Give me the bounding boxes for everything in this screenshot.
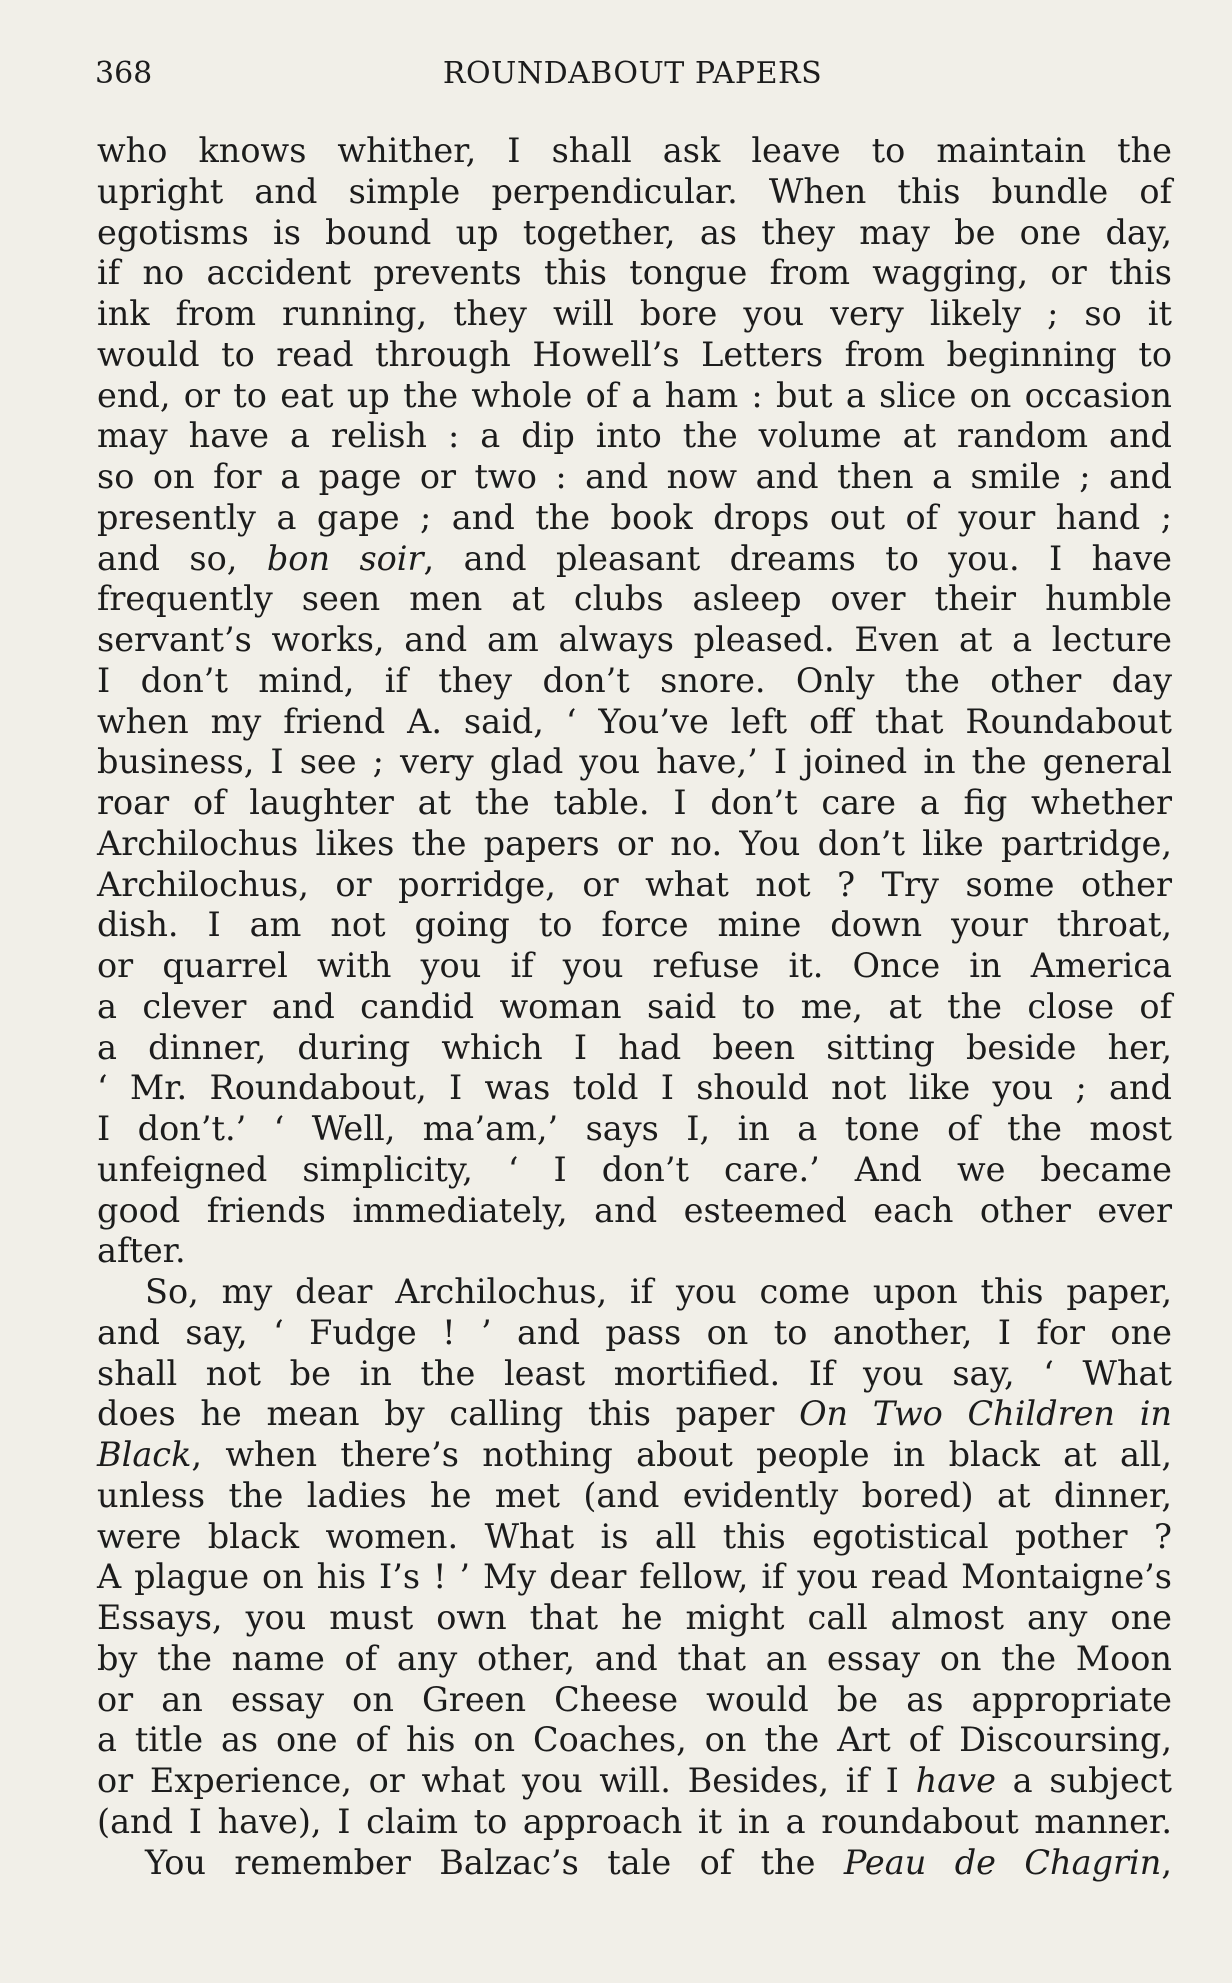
text-run: ,: [1161, 1842, 1172, 1882]
italic-phrase: have: [915, 1761, 996, 1800]
text-run: , and pleasant dreams to you. I have: [423, 538, 1172, 578]
text-line: a title as one of his on Coaches, on the Art of Discoursing,: [97, 1720, 1172, 1760]
text-run: and so,: [97, 538, 267, 578]
text-line: a clever and candid woman said to me, at the close of: [97, 986, 1172, 1026]
text-run: does he mean by calling this paper: [97, 1394, 800, 1434]
text-line: [97, 539, 1172, 580]
text-line: Essays, you must own that he might call almost any one: [97, 1598, 1172, 1637]
text-run: a subject: [995, 1761, 1172, 1800]
text-line: good friends immediately, and esteemed each other ever: [97, 1190, 1172, 1230]
text-line: may have a relish : a dip into the volume at random and: [97, 416, 1172, 456]
italic-phrase: bon soir: [266, 538, 424, 578]
text-line: [97, 1435, 1172, 1476]
text-line: if no accident prevents this tongue from wagging, or this: [97, 253, 1172, 293]
text-line: frequently seen men at clubs asleep over their humble: [97, 579, 1172, 619]
paragraph-start-line: [97, 1843, 1172, 1884]
text-line: would to read through Howell’s Letters from beginning to: [97, 334, 1172, 374]
text-line: a dinner, during which I had been sitting beside her,: [97, 1027, 1172, 1067]
text-line: end, or to eat up the whole of a ham : but a slice on occasion: [97, 375, 1172, 415]
paragraph-end-line: after.: [97, 1231, 186, 1271]
text-line: or an essay on Green Cheese would be as appropriate: [97, 1679, 1172, 1719]
text-line: Archilochus likes the papers or no. You don’t like partridge,: [97, 823, 1172, 863]
text-line: who knows whither, I shall ask leave to maintain the: [97, 131, 1172, 170]
text-line: were black women. What is all this egotistical pother ?: [97, 1516, 1172, 1556]
text-line: unless the ladies he met (and evidently bored) at dinner,: [97, 1475, 1172, 1515]
page-number: 368: [95, 56, 153, 91]
text-line: servant’s works, and am always pleased. Even at a lecture: [97, 620, 1172, 659]
text-line: roar of laughter at the table. I don’t care a fig whether: [97, 783, 1172, 822]
text-line: when my friend A. said, ‘ You’ve left off that Roundabout: [97, 701, 1172, 741]
paragraph-start-line: So, my dear Archilochus, if you come upon this paper,: [145, 1272, 1172, 1311]
text-line: by the name of any other, and that an essay on the Moon: [97, 1638, 1172, 1678]
italic-phrase: On Two Children in: [799, 1394, 1173, 1434]
page-header: [95, 50, 1170, 98]
text-line: or quarrel with you if you refuse it. Once in America: [97, 946, 1172, 985]
text-line: shall not be in the least mortified. If you say, ‘ What: [97, 1353, 1172, 1393]
text-line: dish. I am not going to force mine down your throat,: [97, 905, 1172, 945]
text-line: egotisms is bound up together, as they may be one day,: [97, 212, 1172, 252]
text-line: business, I see ; very glad you have,’ I joined in the general: [97, 742, 1172, 782]
text-line: Archilochus, or porridge, or what not ? Try some other: [97, 864, 1172, 904]
text-line: I don’t mind, if they don’t snore. Only the other day: [97, 660, 1172, 700]
italic-phrase: Black: [97, 1435, 192, 1474]
text-line: presently a gape ; and the book drops out of your hand ;: [97, 497, 1172, 537]
text-line: unfeigned simplicity, ‘ I don’t care.’ And we became: [97, 1149, 1172, 1189]
text-line: A plague on his I’s ! ’ My dear fellow, if you read Montaigne’s: [97, 1557, 1172, 1597]
text-line: so on for a page or two : and now and then a smile ; and: [97, 457, 1172, 496]
text-line: and say, ‘ Fudge ! ’ and pass on to another, I for one: [97, 1312, 1172, 1352]
text-run: , when there’s nothing about people in black at all,: [191, 1435, 1172, 1474]
text-line: [97, 1394, 1172, 1435]
running-head: ROUNDABOUT PAPERS: [442, 56, 823, 91]
body-text: [97, 131, 1172, 1883]
text-line: ‘ Mr. Roundabout, I was told I should not like you ; and: [97, 1068, 1172, 1108]
text-line: ink from running, they will bore you very likely ; so it: [97, 294, 1172, 333]
text-run: or Experience, or what you will. Besides, if I: [97, 1761, 916, 1800]
text-line: upright and simple perpendicular. When this bundle of: [97, 171, 1172, 211]
italic-phrase: Peau de Chagrin: [843, 1842, 1162, 1882]
text-run: You remember Balzac’s tale of the: [145, 1842, 844, 1882]
text-line: [97, 1761, 1172, 1802]
text-line: I don’t.’ ‘ Well, ma’am,’ says I, in a tone of the most: [97, 1109, 1172, 1148]
text-line: (and I have), I claim to approach it in a roundabout manner.: [97, 1801, 1172, 1841]
